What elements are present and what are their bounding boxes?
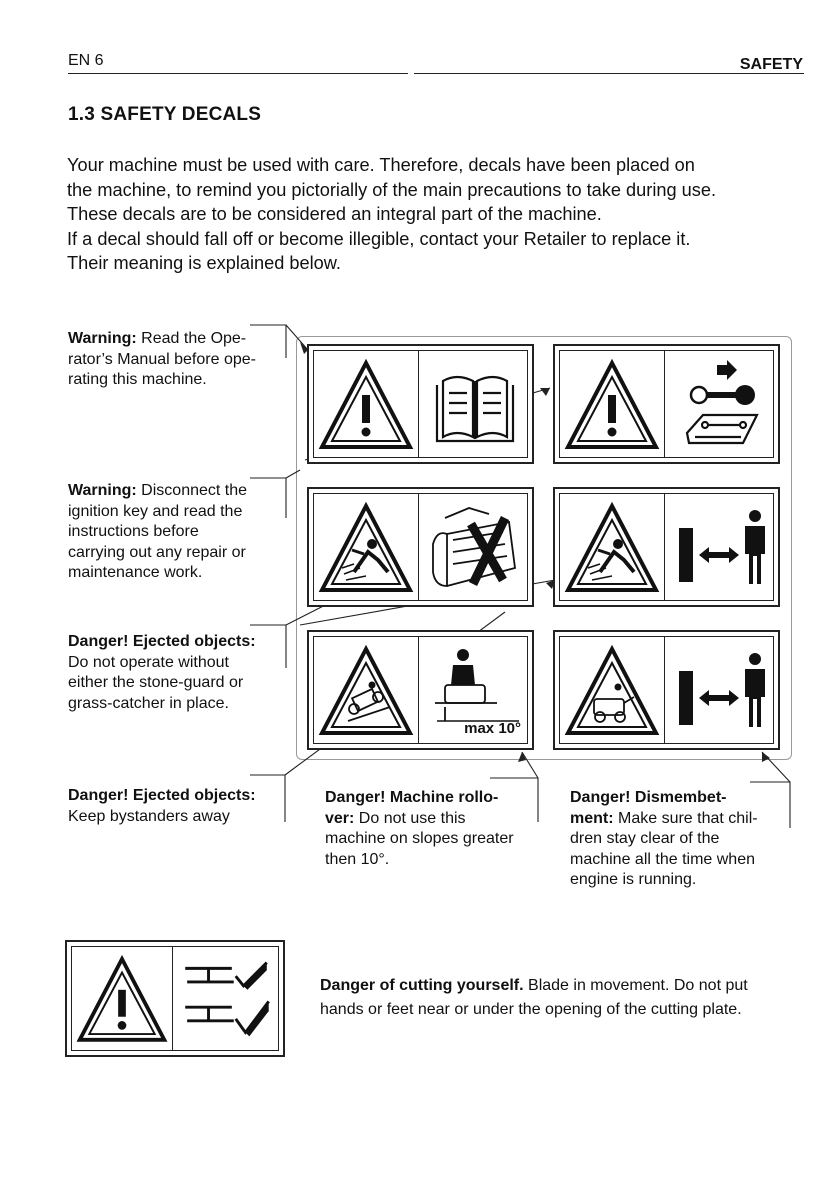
- page-number: EN 6: [68, 52, 104, 69]
- warning-triangle-icon: [314, 351, 419, 457]
- decal-ejected-guard: [307, 487, 534, 607]
- caption-text: Do not operate without either the stone-guard or grass-catcher in place.: [68, 653, 244, 712]
- caption-disconnect-key: [68, 481, 290, 584]
- caption-rollover: [325, 788, 540, 870]
- decal-keep-distance: [553, 487, 780, 607]
- ignition-key-icon: [669, 351, 773, 457]
- decal-read-manual: [307, 344, 534, 464]
- caption-text: Disconnect the ignition key and read the instructions before carrying out any repair or maintenance work.: [68, 482, 248, 581]
- caption-text: Make sure that chil- dren stay clear of the machine all the time when engine is running.: [570, 809, 758, 888]
- hand-blade-icon: [174, 947, 278, 1050]
- caption-cutting: [320, 974, 810, 1022]
- ejected-objects-icon: [560, 494, 665, 600]
- caption-bold: Danger! Ejected objects:: [68, 787, 256, 804]
- caption-dismember: [570, 788, 795, 891]
- warning-triangle-icon: [560, 351, 665, 457]
- caption-bold: Warning:: [68, 482, 137, 499]
- rollover-tractor-icon: [560, 637, 665, 743]
- max-slope-label: max 10°: [464, 720, 521, 737]
- intro-line: If a decal should fall off or become illegible, contact your Retailer to replace it.: [67, 228, 691, 249]
- intro-line: the machine, to remind you pictorially of the main precautions to take during use.: [67, 179, 717, 200]
- distance-arrow-person-icon: [669, 494, 773, 600]
- caption-bold: Warning:: [68, 330, 137, 347]
- caption-text: Blade in movement. Do not put hands or feet near or under the opening of the cutting plate.: [320, 977, 748, 1018]
- operator-seat-icon: [423, 637, 527, 743]
- distance-arrow-person-icon: [669, 637, 773, 743]
- decal-dismember: [553, 630, 780, 750]
- decal-disconnect-key: [553, 344, 780, 464]
- caption-ejected-bystanders: [68, 786, 290, 827]
- rollover-tractor-icon: [314, 637, 419, 743]
- intro-line: These decals are to be considered an integral part of the machine.: [67, 204, 602, 224]
- decal-cutting: [65, 940, 285, 1057]
- section-label: SAFETY: [739, 56, 803, 73]
- section-title: 1.3 SAFETY DECALS: [68, 104, 262, 125]
- caption-bold: Danger! Ejected objects:: [68, 633, 256, 650]
- caption-bold: Danger! Dismembet- ment:: [570, 789, 727, 827]
- caption-text: Keep bystanders away: [68, 807, 230, 825]
- caption-text: Read the Ope- rator’s Manual before ope- rating this machine.: [68, 330, 256, 388]
- intro-line: Your machine must be used with care. Therefore, decals have been placed on: [67, 155, 695, 175]
- caption-read-manual: [68, 329, 290, 391]
- foot-blade-icon: [185, 1001, 269, 1032]
- caption-bold: Danger! Machine rollo- ver:: [325, 789, 499, 827]
- caption-ejected-guard: [68, 632, 290, 714]
- caption-bold: Danger of cutting yourself.: [320, 977, 524, 994]
- decal-rollover: [307, 630, 534, 750]
- warning-triangle-icon: [72, 947, 173, 1050]
- grass-catcher-crossed-icon: [423, 494, 527, 600]
- intro-line: Their meaning is explained below.: [67, 253, 341, 273]
- wrench-book-icon: [687, 415, 757, 443]
- ejected-objects-icon: [314, 494, 419, 600]
- caption-text: Do not use this machine on slopes greater then 10°.: [325, 809, 514, 868]
- open-book-icon: [423, 351, 527, 457]
